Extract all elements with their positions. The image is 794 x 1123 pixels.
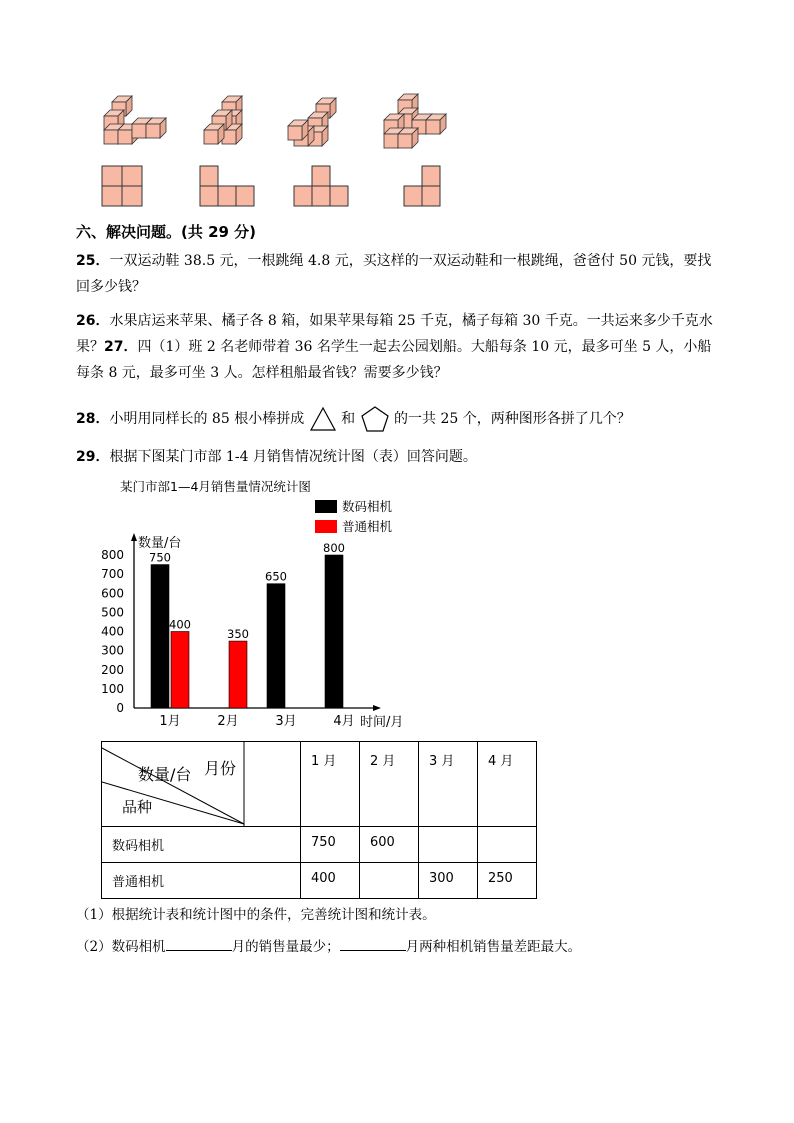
x-axis-arrow — [373, 705, 381, 711]
x-tick-label: 3月 — [275, 714, 297, 729]
x-tick-label: 2月 — [217, 714, 239, 729]
cell-value: 600 — [370, 835, 395, 850]
section-title: 六、解决问题。(共 29 分) — [76, 223, 257, 241]
table-row — [102, 827, 537, 863]
bar-digital — [151, 565, 169, 708]
subquestion-1: （1）根据统计表和统计图中的条件，完善统计图和统计表。 — [76, 907, 436, 923]
cell-value: 250 — [488, 871, 513, 886]
y-tick-label: 400 — [101, 624, 124, 639]
subq-text: （2）数码相机 — [76, 939, 166, 955]
cube-stack-4 — [384, 94, 446, 148]
legend-label-digital: 数码相机 — [342, 499, 393, 514]
cube-stack-2 — [204, 96, 242, 144]
question-text: 和 — [341, 411, 356, 427]
question-number: 25． — [76, 253, 110, 269]
sales-table — [101, 741, 537, 899]
bar-value-label: 350 — [227, 627, 249, 642]
question-28 — [76, 405, 716, 433]
header-kind: 品种 — [122, 798, 153, 816]
view-1 — [102, 166, 142, 206]
question-number: 28． — [76, 411, 110, 427]
bar-regular — [171, 632, 189, 709]
legend-swatch-regular — [315, 520, 337, 533]
cube-figures — [90, 88, 450, 213]
y-tick-label: 100 — [101, 681, 124, 696]
table-header-month-4 — [478, 742, 537, 827]
question-26-27 — [76, 308, 716, 386]
y-tick-label: 700 — [101, 567, 124, 582]
answer-blank[interactable] — [166, 936, 232, 951]
y-tick-label: 0 — [116, 701, 124, 715]
row-label-text: 普通相机 — [112, 875, 165, 890]
question-text: 根据下图某门市部 1-4 月销售情况统计图（表）回答问题。 — [109, 449, 477, 465]
question-text: 小明用同样长的 85 根小棒拼成 — [109, 411, 305, 427]
question-29 — [76, 444, 716, 470]
question-text: 四（1）班 2 名老师带着 36 名学生一起去公园划船。大船每条 10 元，最多可坐 5 人，小船每条 8 元，最多可坐 3 人。怎样租船最省钱？需要多少钱？ — [76, 339, 712, 381]
month-label: 3 月 — [429, 754, 455, 769]
view-4 — [404, 166, 440, 206]
table-cell — [360, 863, 419, 899]
cell-value: 300 — [429, 871, 454, 886]
bar-value-label: 750 — [149, 550, 171, 565]
table-cell — [419, 827, 478, 863]
subquestion-2 — [76, 934, 716, 960]
question-25 — [76, 248, 716, 300]
cell-value — [419, 827, 477, 843]
month-label: 4 月 — [488, 754, 514, 769]
table-header-month-1 — [301, 742, 360, 827]
legend-swatch-digital — [315, 500, 337, 513]
x-axis-label: 时间/月 — [360, 715, 404, 730]
subq-text: 月的销售量最少； — [231, 939, 340, 955]
y-tick-label: 500 — [101, 605, 124, 620]
table-row — [102, 863, 537, 899]
table-cell — [360, 827, 419, 863]
subq-text: 月两种相机销售量差距最大。 — [405, 939, 582, 955]
question-number: 29． — [76, 449, 110, 465]
bar-digital — [325, 555, 343, 708]
x-tick-label: 1月 — [159, 714, 181, 729]
row-label — [102, 863, 301, 899]
cell-value: 400 — [311, 871, 336, 886]
cube-stack-1 — [104, 96, 166, 144]
bar-value-label: 800 — [323, 541, 345, 555]
bar-digital — [267, 584, 285, 708]
header-month: 月份 — [204, 759, 237, 778]
table-header-month-2 — [360, 742, 419, 827]
bar-regular — [229, 641, 247, 708]
chart-legend — [315, 499, 393, 534]
y-tick-label: 800 — [101, 548, 124, 562]
x-tick-label: 4月 — [333, 714, 355, 729]
y-tick-label: 200 — [101, 662, 124, 677]
row-label-text: 数码相机 — [112, 839, 165, 854]
bar-value-label: 650 — [265, 569, 287, 584]
question-number: 26． — [76, 313, 110, 329]
y-axis-label: 数量/台 — [138, 536, 182, 551]
view-2 — [200, 166, 254, 206]
cell-value — [478, 827, 536, 843]
table-cell — [301, 827, 360, 863]
question-text: 水果店运来苹果、橘子各 8 箱，如果苹果每箱 25 千克，橘子每箱 30 千克。一共运来多少千克水果？ — [76, 313, 713, 355]
view-3 — [294, 166, 348, 206]
table-cell — [301, 863, 360, 899]
table-cell — [478, 827, 537, 863]
triangle-icon — [309, 406, 337, 432]
y-axis-arrow — [131, 533, 137, 541]
cube-stack-3 — [288, 98, 336, 146]
y-tick-label: 600 — [101, 586, 124, 601]
answer-blank[interactable] — [340, 936, 406, 951]
chart-title: 某门市部1—4月销售量情况统计图 — [120, 479, 311, 494]
header-qty: 数量/台 — [138, 765, 192, 784]
month-label: 1 月 — [311, 754, 337, 769]
bar-value-label: 400 — [169, 617, 191, 632]
pentagon-icon — [360, 405, 390, 433]
table-cell — [419, 863, 478, 899]
sales-bar-chart — [92, 475, 422, 735]
question-text: 一双运动鞋 38.5 元，一根跳绳 4.8 元，买这样的一双运动鞋和一根跳绳，爸爸付 50 元钱，要找回多少钱？ — [76, 253, 712, 295]
y-tick-label: 300 — [101, 643, 124, 658]
cell-value: 750 — [311, 835, 336, 850]
legend-label-regular: 普通相机 — [342, 519, 393, 534]
question-text: 的一共 25 个，两种图形各拼了几个？ — [394, 411, 631, 427]
table-header-month-3 — [419, 742, 478, 827]
cell-value — [360, 863, 418, 879]
row-label — [102, 827, 301, 863]
question-number: 27． — [104, 339, 138, 355]
table-cell — [478, 863, 537, 899]
table-corner-header — [102, 742, 301, 827]
month-label: 2 月 — [370, 754, 396, 769]
